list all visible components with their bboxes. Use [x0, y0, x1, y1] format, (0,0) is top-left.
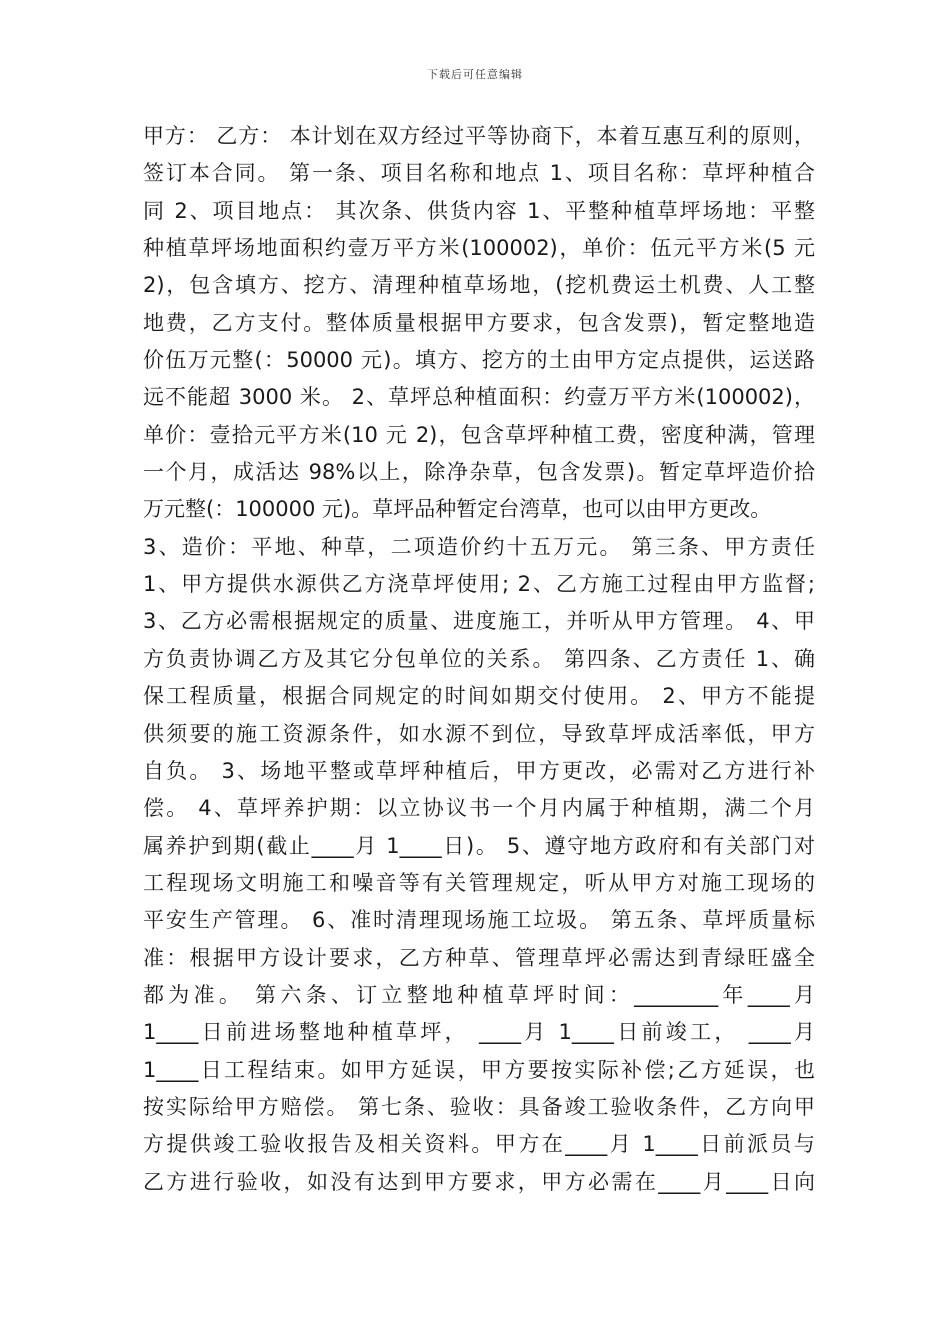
text-line: 万元整(：100000 元)。草坪品种暂定台湾草，也可以由甲方更改。	[143, 497, 772, 522]
text-line: 种植草坪场地面积约壹万平方米(100002)，单价：伍元平方米(5 元	[143, 236, 815, 261]
text-line: 同 2、项目地点： 其次条、供货内容 1、平整种植草坪场地：平整	[143, 198, 815, 223]
text-line: 甲方： 乙方： 本计划在双方经过平等协商下，本着互惠互利的原则，	[143, 124, 815, 148]
text-line: 偿。 4、草坪养护期：以立协议书一个月内属于种植期，满二个月	[143, 796, 815, 821]
text-line: 一个月，成活达 98%以上，除净杂草，包含发票)。暂定草坪造价拾	[143, 460, 815, 485]
text-line: 1____日工程结束。如甲方延误，甲方要按实际补偿;乙方延误，也	[143, 1057, 815, 1082]
text-line: 乙方进行验收，如没有达到甲方要求，甲方必需在____月____日向	[143, 1169, 815, 1194]
document-body	[143, 118, 815, 1201]
text-line: 3、乙方必需根据规定的质量、进度施工，并听从甲方管理。 4、甲	[143, 609, 815, 634]
text-line: 按实际给甲方赔偿。 第七条、验收：具备竣工验收条件，乙方向甲	[143, 1094, 815, 1119]
text-line: 方提供竣工验收报告及相关资料。甲方在____月 1____日前派员与	[143, 1132, 815, 1157]
text-line: 1____日前进场整地种植草坪， ____月 1____日前竣工， ____月	[143, 1020, 815, 1045]
text-line: 平安生产管理。 6、准时清理现场施工垃圾。 第五条、草坪质量标	[143, 908, 815, 933]
text-line: 都为准。 第六条、订立整地种植草坪时间：________年____月	[143, 982, 815, 1007]
text-line: 2)，包含填方、挖方、清理种植草场地，(挖机费运土机费、人工整	[143, 273, 815, 298]
text-line: 属养护到期(截止____月 1____日)。 5、遵守地方政府和有关部门对	[143, 833, 815, 858]
text-line: 供须要的施工资源条件，如水源不到位，导致草坪成活率低，甲方	[143, 721, 815, 746]
text-line: 远不能超 3000 米。 2、草坪总种植面积：约壹万平方米(100002)，	[143, 385, 815, 410]
text-line: 单价：壹拾元平方米(10 元 2)，包含草坪种植工费，密度种满，管理	[143, 422, 815, 447]
page-header: 下载后可任意编辑	[427, 68, 523, 81]
text-line: 签订本合同。 第一条、项目名称和地点 1、项目名称：草坪种植合	[143, 161, 815, 186]
text-line: 工程现场文明施工和噪音等有关管理规定，听从甲方对施工现场的	[143, 870, 815, 895]
text-line: 价伍万元整(：50000 元)。填方、挖方的土由甲方定点提供，运送路	[143, 348, 815, 373]
text-line: 1、甲方提供水源供乙方浇草坪使用; 2、乙方施工过程由甲方监督;	[143, 572, 815, 597]
text-line: 方负责协调乙方及其它分包单位的关系。 第四条、乙方责任 1、确	[143, 646, 815, 671]
text-line: 3、造价：平地、种草，二项造价约十五万元。 第三条、甲方责任	[143, 534, 815, 559]
text-line: 保工程质量，根据合同规定的时间如期交付使用。 2、甲方不能提	[143, 684, 815, 709]
text-line: 自负。 3、场地平整或草坪种植后，甲方更改，必需对乙方进行补	[143, 758, 815, 783]
text-line: 地费，乙方支付。整体质量根据甲方要求，包含发票)，暂定整地造	[143, 310, 815, 335]
text-line: 准：根据甲方设计要求，乙方种草、管理草坪必需达到青绿旺盛全	[143, 945, 815, 970]
